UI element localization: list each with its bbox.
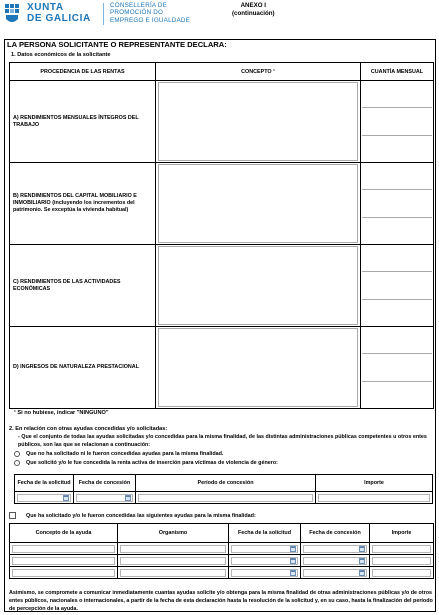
- calendar-icon[interactable]: [290, 570, 296, 576]
- option-other-aid-label: Que ha solicitado y/o le fueron concedidas las siguientes ayudas para la misma finalidad:: [26, 512, 256, 519]
- option-no-aid[interactable]: [14, 451, 223, 457]
- aid-table: [9, 523, 434, 579]
- aid-organism-input[interactable]: [120, 569, 226, 577]
- income-label-d: D) INGRESOS DE NATURALEZA PRESTACIONAL: [10, 327, 156, 409]
- aid-grant-date-input[interactable]: [303, 557, 367, 565]
- aid-col-organism: Organismo: [118, 524, 229, 543]
- aid-concept-input[interactable]: [12, 569, 115, 577]
- renta-col-request-date: Fecha de la solicitud: [15, 475, 74, 492]
- aid-request-date-input[interactable]: [231, 557, 298, 565]
- renta-request-date-input[interactable]: [17, 494, 71, 502]
- renta-col-amount: Importe: [316, 475, 433, 492]
- xunta-logo-icon: [4, 3, 20, 25]
- calendar-icon[interactable]: [359, 546, 365, 552]
- calendar-icon[interactable]: [359, 558, 365, 564]
- amount-inputs-d[interactable]: [361, 327, 433, 408]
- aid-organism-input[interactable]: [120, 545, 226, 553]
- option-renta-activa-label: Que solicitó y/o le fue concedida la renta activa de inserción para víctimas de violencia de género:: [26, 460, 278, 466]
- annex-label: ANEXO I (continuación): [232, 2, 275, 17]
- aid-request-date-input[interactable]: [231, 545, 298, 553]
- renta-period-input[interactable]: [138, 494, 313, 502]
- concept-input-d[interactable]: [158, 328, 358, 407]
- aid-row: [10, 567, 434, 579]
- aid-organism-input[interactable]: [120, 557, 226, 565]
- page-header: [0, 0, 439, 34]
- aid-col-concept: Concepto de la ayuda: [10, 524, 118, 543]
- option-other-aid[interactable]: [9, 512, 256, 519]
- calendar-icon[interactable]: [63, 495, 69, 501]
- concept-input-c[interactable]: [158, 246, 358, 325]
- col-header-amount: CUANTÍA MENSUAL: [361, 63, 434, 81]
- renta-col-grant-date: Fecha de concesión: [74, 475, 136, 492]
- aid-amount-input[interactable]: [372, 557, 431, 565]
- aid-grant-date-input[interactable]: [303, 569, 367, 577]
- aid-row: [10, 543, 434, 555]
- income-table: [9, 62, 434, 409]
- income-row-d: [10, 327, 434, 409]
- aid-col-grant-date: Fecha de concesión: [301, 524, 370, 543]
- footnote: ¹ Si no hubiese, indicar "NINGUNO": [14, 410, 109, 416]
- income-row-a: [10, 81, 434, 163]
- aid-request-date-input[interactable]: [231, 569, 298, 577]
- amount-inputs-c[interactable]: [361, 245, 433, 326]
- calendar-icon[interactable]: [359, 570, 365, 576]
- option-renta-activa-radio[interactable]: [14, 460, 20, 466]
- income-row-c: [10, 245, 434, 327]
- renta-amount-input[interactable]: [318, 494, 430, 502]
- calendar-icon[interactable]: [125, 495, 131, 501]
- amount-inputs-a[interactable]: [361, 81, 433, 162]
- aid-col-amount: Importe: [370, 524, 434, 543]
- option-renta-activa[interactable]: [14, 460, 278, 466]
- closing-statement: Asimismo, se compromete a comunicar inmediatamente cuantas ayudas solicite y/o obtenga para la misma finalidad de otras administraciones públicas y/o de otros entes públicos, nacionales o internacionales, a partir de la fecha de esta declaración hasta la resolución de la solicitud y, en su caso, hasta la finalización del período de percepción de la ayuda.: [9, 590, 433, 612]
- department-name: CONSELLERÍA DE PROMOCIÓN DO EMPREGO E IGUALDADE: [110, 2, 191, 24]
- aid-concept-input[interactable]: [12, 545, 115, 553]
- col-header-origin: PROCEDENCIA DE LAS RENTAS: [10, 63, 156, 81]
- aid-amount-input[interactable]: [372, 545, 431, 553]
- income-row-b: [10, 163, 434, 245]
- option-no-aid-label: Que no ha solicitado ni le fueron concedidas ayudas para la misma finalidad.: [26, 451, 224, 457]
- calendar-icon[interactable]: [290, 546, 296, 552]
- concept-input-a[interactable]: [158, 82, 358, 161]
- renta-col-period: Período de concesión: [136, 475, 316, 492]
- section2-title: 2. En relación con otras ayudas concedidas y/o solicitadas:: [9, 426, 168, 432]
- income-label-a: A) RENDIMIENTOS MENSUALES ÍNTEGROS DEL TRABAJO: [10, 81, 156, 163]
- aid-concept-input[interactable]: [12, 557, 115, 565]
- option-no-aid-radio[interactable]: [14, 451, 20, 457]
- logo-divider: [103, 3, 104, 25]
- concept-input-b[interactable]: [158, 164, 358, 243]
- aid-col-request-date: Fecha de la solicitud: [229, 524, 301, 543]
- income-label-c: C) RENDIMIENTOS DE LAS ACTIVIDADES ECONÓMICAS: [10, 245, 156, 327]
- amount-inputs-b[interactable]: [361, 163, 433, 244]
- income-label-b: B) RENDIMIENTOS DEL CAPITAL MOBILIARIO E INMOBILIARIO (incluyendo los incrementos del patrimonio. Se exceptúa la vivienda habitual): [10, 163, 156, 245]
- option-other-aid-checkbox[interactable]: [9, 512, 16, 519]
- renta-grant-date-input[interactable]: [76, 494, 133, 502]
- aid-amount-input[interactable]: [372, 569, 431, 577]
- renta-table: [14, 474, 433, 504]
- col-header-concept: CONCEPTO ¹: [156, 63, 361, 81]
- aid-grant-date-input[interactable]: [303, 545, 367, 553]
- brand-name: XUNTA DE GALICIA: [27, 2, 91, 24]
- calendar-icon[interactable]: [290, 558, 296, 564]
- aid-row: [10, 555, 434, 567]
- section1-title: 1. Datos económicos de la solicitante: [11, 52, 111, 58]
- declaration-title: LA PERSONA SOLICITANTE O REPRESENTANTE DECLARA:: [7, 40, 227, 49]
- section2-description: - Que el conjunto de todas las ayudas solicitadas y/o concedidas para la misma finalidad, de las distintas administraciones públicas competentes u otros entes públicos, son las que se relacionan a continuación:: [18, 434, 427, 448]
